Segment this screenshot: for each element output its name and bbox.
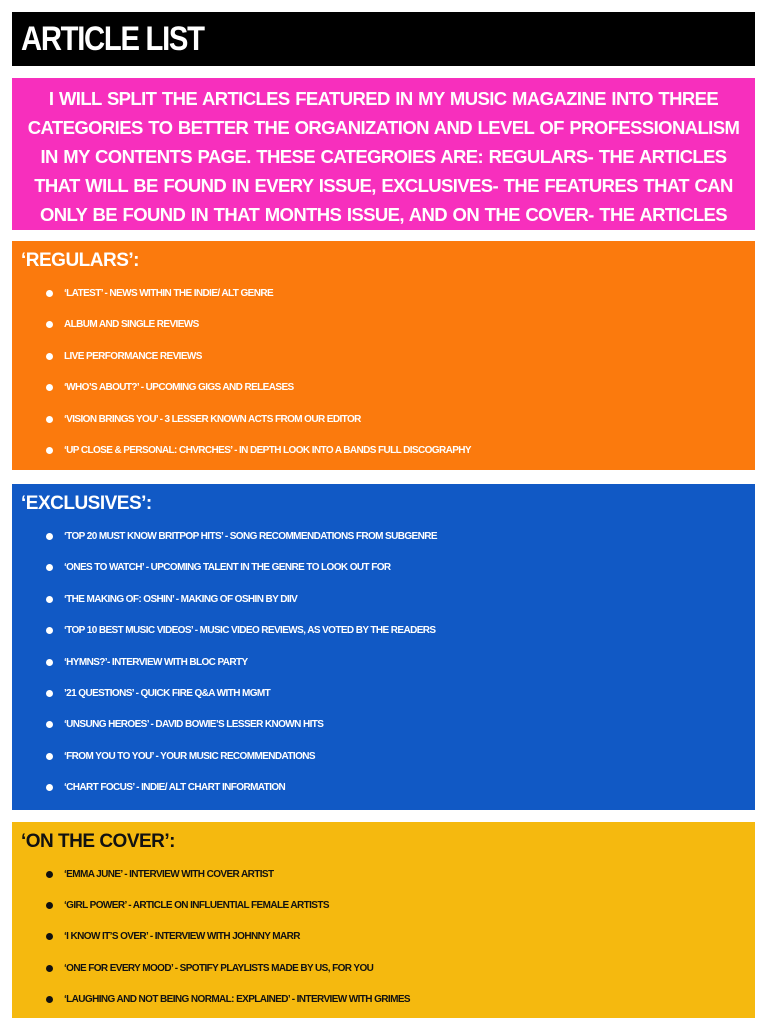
list-item — [42, 921, 747, 952]
bullet-icon — [46, 933, 53, 940]
page-title: ARTICLE LIST — [21, 20, 204, 58]
bullet-icon — [46, 321, 53, 328]
list-item-text: ‘VISION BRINGS YOU’ - 3 LESSER KNOWN ACTS FROM OUR EDITOR — [64, 413, 361, 425]
cover-heading: ‘ON THE COVER’: — [21, 831, 176, 852]
bullet-icon — [46, 902, 53, 909]
list-item-text: ‘WHO’S ABOUT?’ - UPCOMING GIGS AND RELEASES — [64, 382, 294, 394]
list-item-text: ‘UP CLOSE & PERSONAL: CHVRCHES’ - IN DEPTH LOOK INTO A BANDS FULL DISCOGRAPHY — [64, 445, 471, 457]
bullet-icon — [46, 290, 53, 297]
list-item-text: ‘GIRL POWER’ - ARTICLE ON INFLUENTIAL FEMALE ARTISTS — [64, 900, 329, 912]
bullet-icon — [46, 596, 53, 603]
on-the-cover-section — [12, 822, 755, 1018]
list-item — [42, 309, 747, 340]
bullet-icon — [46, 533, 53, 540]
list-item — [42, 647, 747, 678]
bullet-icon — [46, 384, 53, 391]
list-item — [42, 984, 747, 1015]
exclusives-heading: ‘EXCLUSIVES’: — [21, 493, 152, 514]
list-item — [42, 278, 747, 309]
bullet-icon — [46, 353, 53, 360]
list-item — [42, 678, 747, 709]
cover-list — [21, 859, 747, 1015]
list-item — [42, 552, 747, 583]
bullet-icon — [46, 753, 53, 760]
bullet-icon — [46, 996, 53, 1003]
list-item-text: ‘HYMNS?’- INTERVIEW WITH BLOC PARTY — [64, 656, 248, 668]
regulars-list — [21, 278, 747, 466]
title-bar — [12, 12, 755, 66]
bullet-icon — [46, 871, 53, 878]
list-item-text: ‘LAUGHING AND NOT BEING NORMAL: EXPLAINED’ - INTERVIEW WITH GRIMES — [64, 993, 410, 1005]
list-item-text: ‘ONE FOR EVERY MOOD’ - SPOTIFY PLAYLISTS MADE BY US, FOR YOU — [64, 962, 374, 974]
list-item — [42, 615, 747, 646]
list-item-text: ‘TOP 20 MUST KNOW BRITPOP HITS’ - SONG RECOMMENDATIONS FROM SUBGENRE — [64, 531, 437, 542]
list-item — [42, 521, 747, 552]
bullet-icon — [46, 965, 53, 972]
list-item — [42, 859, 747, 890]
intro-box — [12, 78, 755, 230]
list-item-text: ‘UNSUNG HEROES’ - DAVID BOWIE’S LESSER KNOWN HITS — [64, 719, 324, 731]
list-item — [42, 435, 747, 466]
bullet-icon — [46, 416, 53, 423]
list-item — [42, 741, 747, 772]
list-item-text: ‘CHART FOCUS’ - INDIE/ ALT CHART INFORMATION — [64, 782, 286, 794]
list-item-text: LIVE PERFORMANCE REVIEWS — [64, 350, 202, 362]
regulars-section — [12, 241, 755, 470]
intro-text: I WILL SPLIT THE ARTICLES FEATURED IN MY MUSIC MAGAZINE INTO THREE CATEGORIES TO BETTER THE ORGANIZATION AND LEVEL OF PROFESSIONALISM IN MY CONTENTS PAGE. THESE CATEGROIES ARE: REGULARS- THE ARTICLES THAT WILL BE FOUND IN EVERY ISSUE, EXCLUSIVES- THE FEATURES THAT CAN ONLY BE FOUND IN THAT MONTHS ISSUE, AND ON THE COVER- THE ARTICLES — [27, 88, 740, 225]
list-item — [42, 584, 747, 615]
list-item-text: ‘LATEST’ - NEWS WITHIN THE INDIE/ ALT GENRE — [64, 288, 274, 299]
bullet-icon — [46, 659, 53, 666]
exclusives-list — [21, 521, 747, 804]
list-item-text: ‘THE MAKING OF: OSHIN’ - MAKING OF OSHIN BY DIIV — [64, 593, 298, 605]
bullet-icon — [46, 784, 53, 791]
list-item-text: ‘TOP 10 BEST MUSIC VIDEOS’ - MUSIC VIDEO REVIEWS, AS VOTED BY THE READERS — [64, 625, 436, 637]
bullet-icon — [46, 447, 53, 454]
regulars-heading: ‘REGULARS’: — [21, 250, 139, 271]
list-item — [42, 890, 747, 921]
list-item-text: ALBUM AND SINGLE REVIEWS — [64, 319, 199, 331]
bullet-icon — [46, 627, 53, 634]
list-item — [42, 709, 747, 740]
exclusives-section — [12, 484, 755, 810]
list-item — [42, 372, 747, 403]
bullet-icon — [46, 564, 53, 571]
list-item-text: ’21 QUESTIONS’ - QUICK FIRE Q&A WITH MGMT — [64, 688, 271, 700]
list-item-text: ‘FROM YOU TO YOU’ - YOUR MUSIC RECOMMENDATIONS — [64, 750, 315, 762]
list-item-text: ‘EMMA JUNE’ - INTERVIEW WITH COVER ARTIST — [64, 869, 274, 880]
list-item — [42, 341, 747, 372]
bullet-icon — [46, 721, 53, 728]
list-item-text: ‘ONES TO WATCH’ - UPCOMING TALENT IN THE GENRE TO LOOK OUT FOR — [64, 562, 391, 574]
list-item — [42, 404, 747, 435]
list-item-text: ‘I KNOW IT’S OVER’ - INTERVIEW WITH JOHNNY MARR — [64, 931, 300, 943]
bullet-icon — [46, 690, 53, 697]
list-item — [42, 953, 747, 984]
list-item — [42, 772, 747, 803]
